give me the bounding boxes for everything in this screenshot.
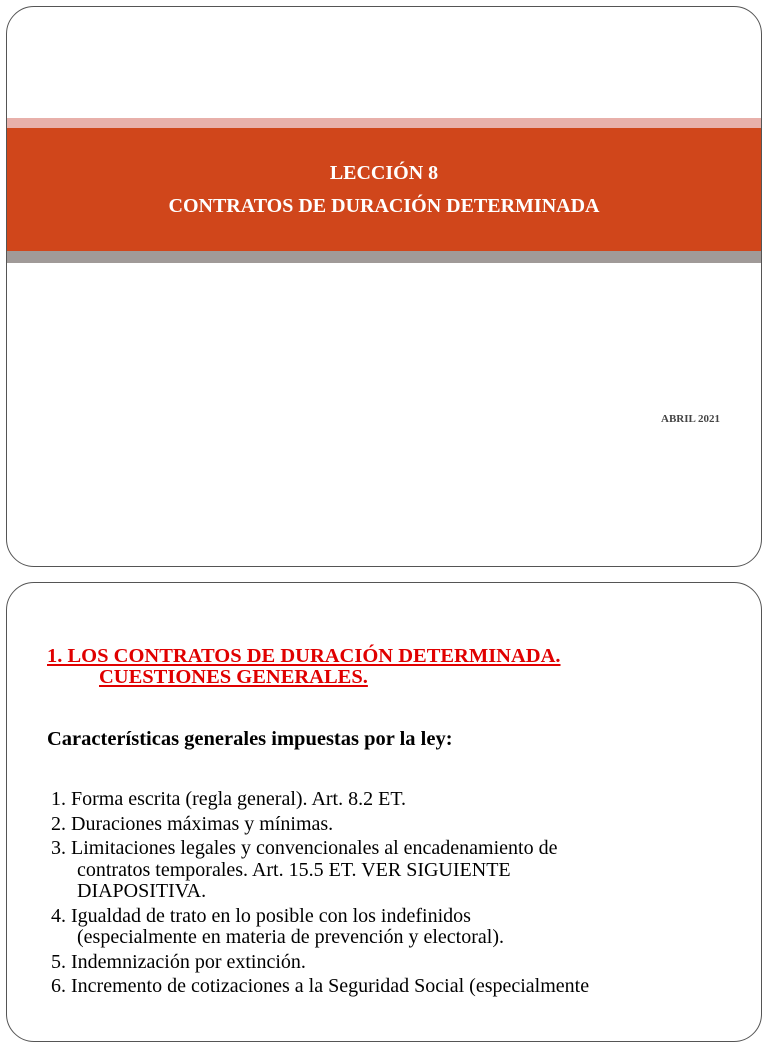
section-heading-line2: CUESTIONES GENERALES. (99, 666, 368, 688)
list-item (51, 814, 751, 836)
section-heading (47, 646, 747, 688)
list-item (51, 952, 751, 974)
characteristics-list (51, 789, 751, 1001)
list-item-text: 2. Duraciones máximas y mínimas. (51, 812, 334, 835)
section-subheading: Características generales impuestas por la ley: (47, 728, 453, 750)
title-slide (6, 6, 762, 567)
lesson-title: CONTRATOS DE DURACIÓN DETERMINADA (168, 194, 600, 217)
list-item-continuation: (especialmente en materia de prevención y electoral). (77, 926, 504, 948)
list-item-text: 3. Limitaciones legales y convencionales al encadenamiento de (51, 837, 558, 859)
list-item (51, 976, 751, 998)
title-band-top-stripe (7, 118, 761, 128)
list-item (51, 789, 751, 811)
list-item-text: 6. Incremento de cotizaciones a la Seguridad Social (especialmente (51, 975, 590, 997)
list-item (51, 838, 751, 903)
section-heading-line1: 1. LOS CONTRATOS DE DURACIÓN DETERMINADA. (47, 645, 561, 667)
list-item-continuation: contratos temporales. Art. 15.5 ET. VER SIGUIENTE (77, 858, 511, 881)
title-band-bottom-stripe (7, 251, 761, 263)
content-slide (6, 582, 762, 1042)
list-item-text: 1. Forma escrita (regla general). Art. 8.2 ET. (51, 788, 407, 810)
list-item (51, 906, 751, 949)
list-item-continuation: DIAPOSITIVA. (77, 880, 207, 902)
lesson-number: LECCIÓN 8 (329, 161, 439, 184)
slide-date: ABRIL 2021 (661, 413, 720, 425)
list-item-text: 5. Indemnización por extinción. (51, 950, 306, 973)
title-band (7, 128, 761, 251)
list-item-text: 4. Igualdad de trato en lo posible con los indefinidos (51, 904, 471, 927)
